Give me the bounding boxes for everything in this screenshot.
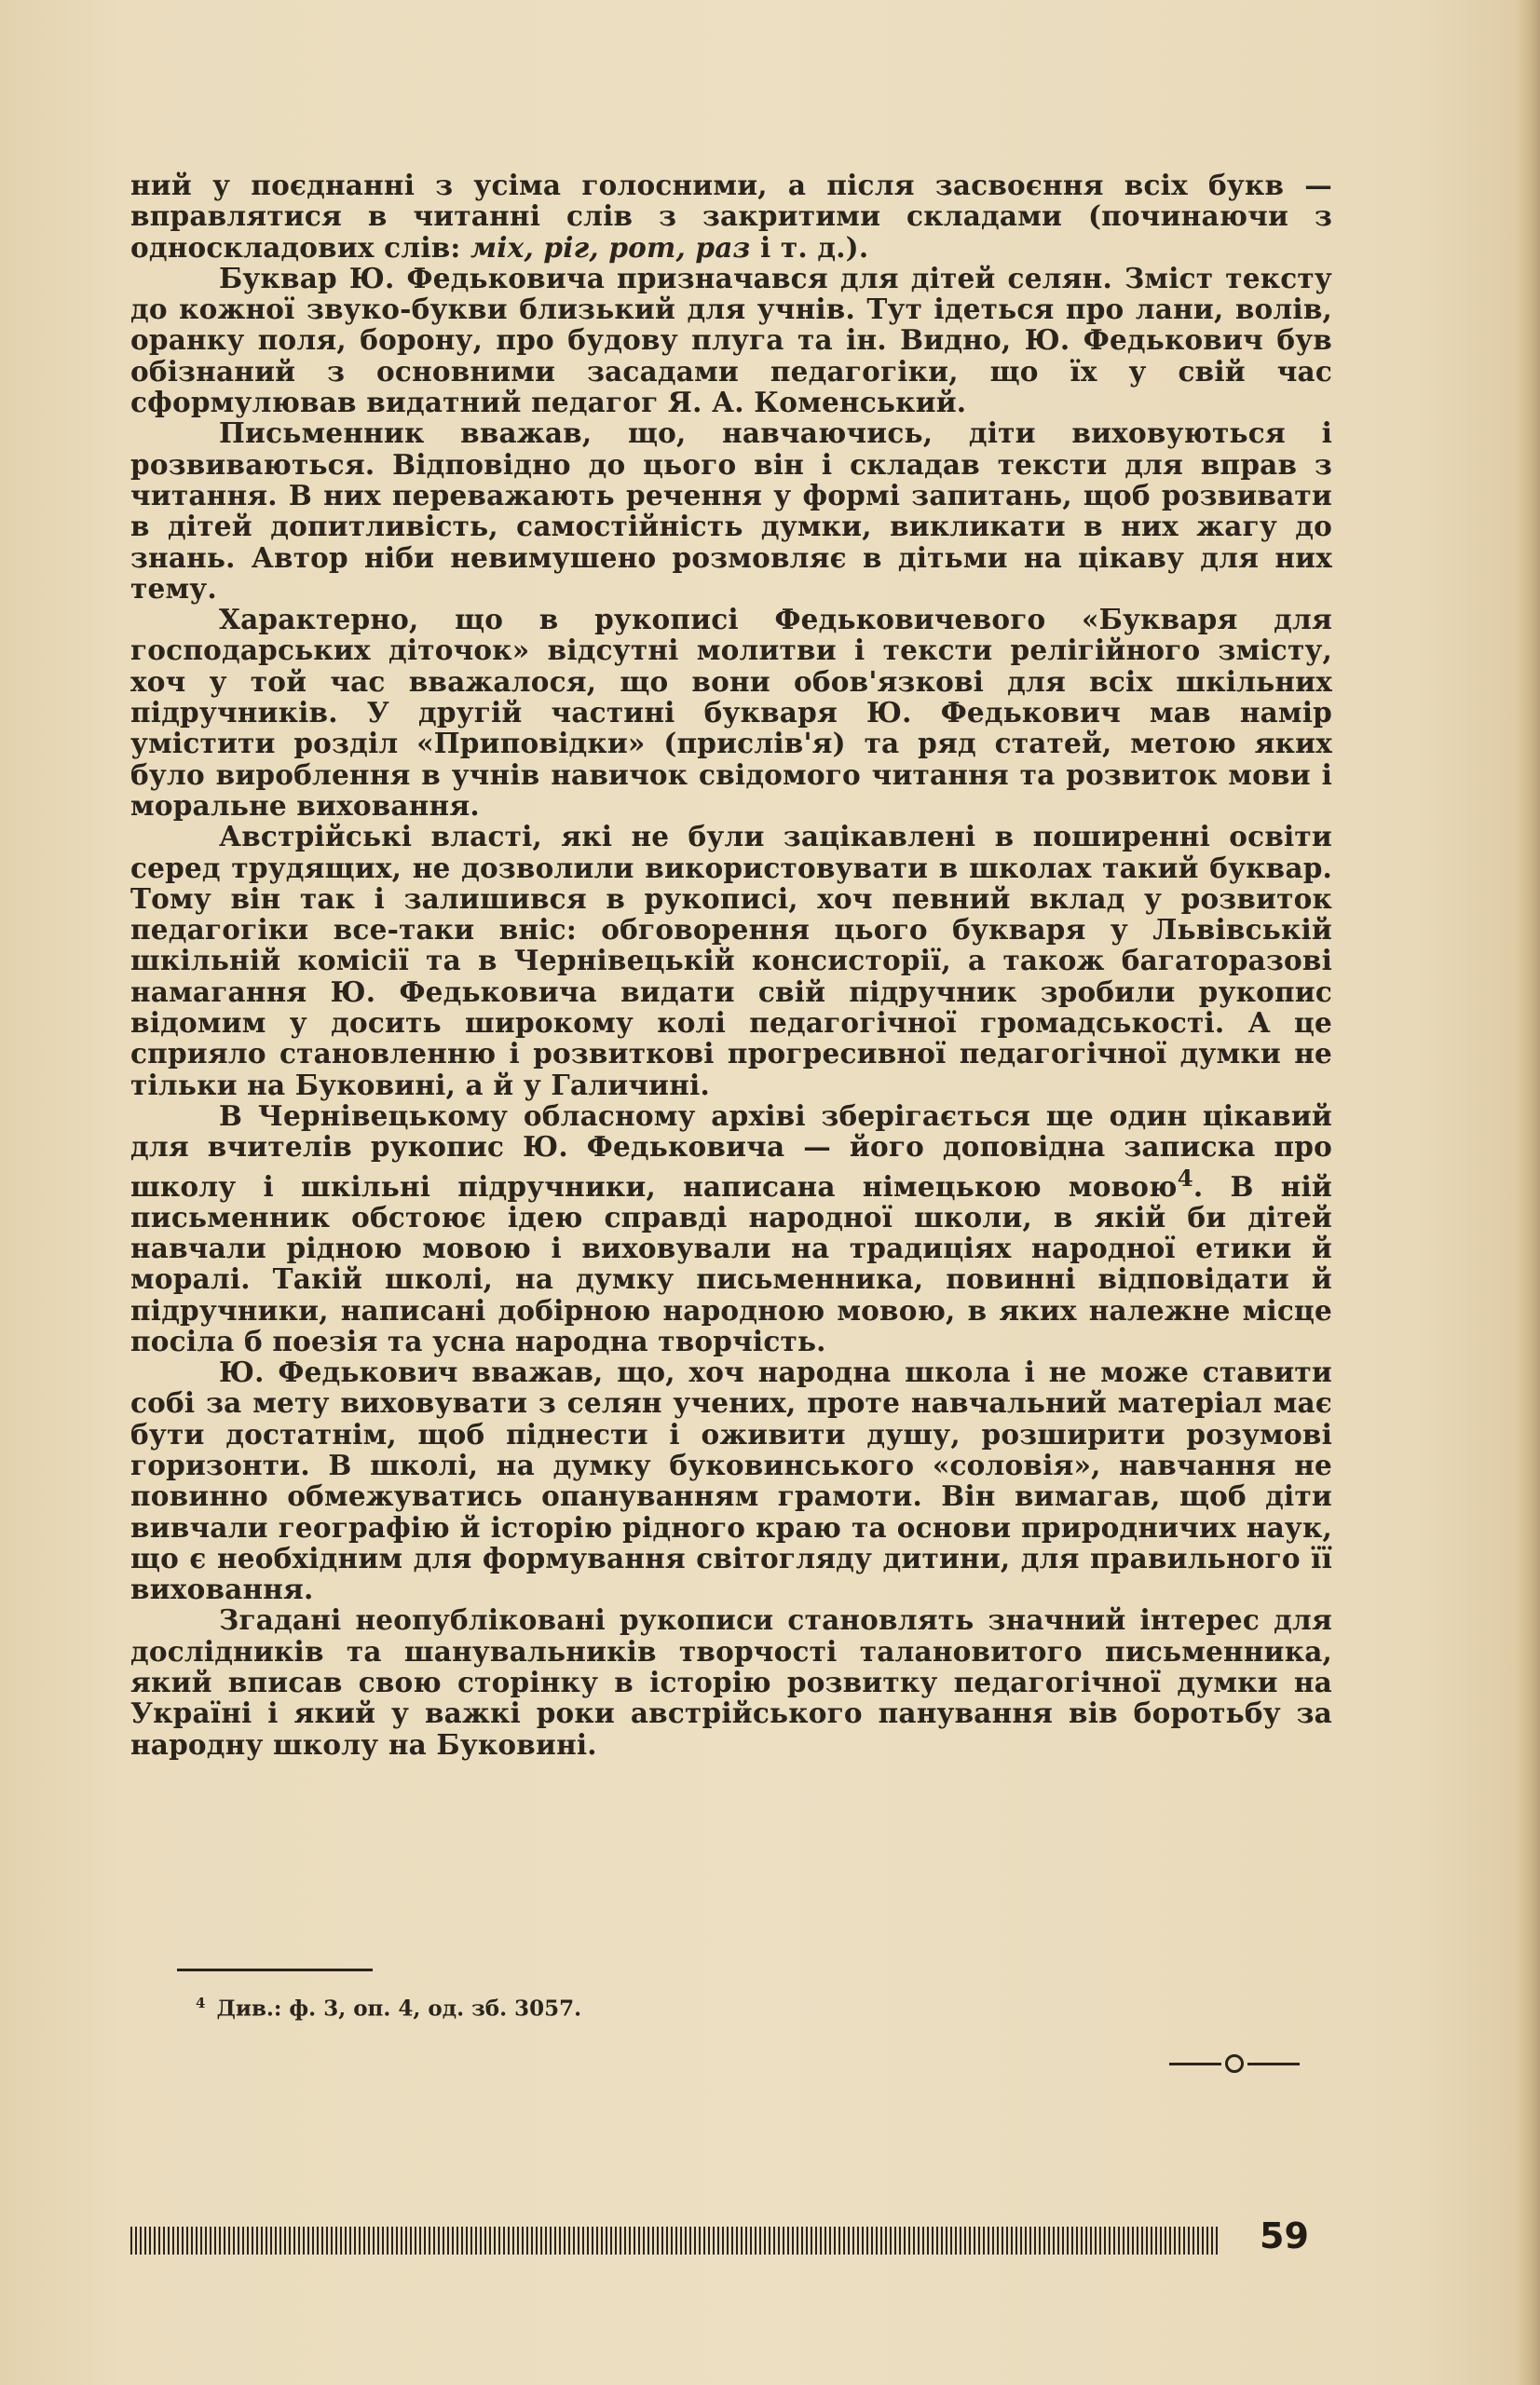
- footnote: [196, 1989, 581, 2024]
- decorative-stripe-bar: [130, 2227, 1219, 2255]
- main-text: [130, 170, 1332, 1760]
- paragraph-1: ний у поєднанні з усіма голосними, а після засвоєння всіх букв — вправлятися в читанні слів з закритими складами (починаючи з односкладових слів: міх, ріг, рот, раз і т. д.).: [130, 169, 1332, 264]
- paragraph-2: Буквар Ю. Федьковича призначався для дітей селян. Зміст тексту до кожної звуко-букви близький для учнів. Тут ідеться про лани, волів, оранку поля, борону, про будову плуга та ін. Видно, Ю. Федькович був обізнаний з основними засадами педагогіки, що їх у свій час сформулював видатний педагог Я. А. Коменський.: [130, 261, 1332, 419]
- footnote-divider: [177, 1969, 373, 1971]
- paragraph-3: Письменник вважав, що, навчаючись, діти виховуються і розвиваються. Відповідно до цього він і складав тексти для вправ з читання. В них переважають речення у формі запитань, щоб розвивати в дітей допитливість, самостійність думки, викликати в них жагу до знань. Автор ніби невимушено розмовляє в дітьми на цікаву для них тему.: [130, 416, 1332, 605]
- footnote-reference[interactable]: 4: [1177, 1164, 1193, 1192]
- page-number: 59: [1260, 2215, 1309, 2256]
- paragraph-8: Згадані неопубліковані рукописи становлять значний інтерес для дослідників та шанувальників творчості талановитого письменника, який вписав свою сторінку в історію розвитку педагогічної думки на Україні і який у важкі роки австрійського панування вів боротьбу за народну школу на Буковині.: [130, 1603, 1332, 1761]
- footnote-marker: 4: [196, 1995, 206, 2011]
- paragraph-4: Характерно, що в рукописі Федьковичевого «Букваря для господарських діточок» відсутні молитви і тексти релігійного змісту, хоч у той час вважалося, що вони обов'язкові для всіх шкільних підручників. У другій частині букваря Ю. Федькович мав намір умістити розділ «Приповідки» (прислів'я) та ряд статей, метою яких було вироблення в учнів навичок свідомого читання та розвиток мови і моральне виховання.: [130, 603, 1332, 822]
- end-ornament-icon: [1169, 2051, 1307, 2078]
- paragraph-6: В Чернівецькому обласному архіві зберігається ще один цікавий для вчителів рукопис Ю. Федьковича — його доповідна записка про школу і шкільні підручники, написана німецькою мовою$^4$. В ній письменник обстоює ідею справді народної школи, в якій би дітей навчали рідною мовою і виховували на традиціях народної етики й моралі. Такій школі, на думку письменника, повинні відповідати й підручники, написані добірною народною мовою, в яких належне місце посіла б поезія та усна народна творчість.: [130, 1098, 1332, 1357]
- example-words: міх, ріг, рот, раз: [470, 230, 751, 264]
- page-edge-shadow: [1516, 0, 1540, 2385]
- paragraph-5: Австрійські власті, які не були зацікавлені в поширенні освіти серед трудящих, не дозволили використовувати в школах такий буквар. Тому він так і залишився в рукописі, хоч певний вклад у розвиток педагогіки все-таки вніс: обговорення цього букваря у Львівській шкільній комісії та в Чернівецькій консисторії, а також багаторазові намагання Ю. Федьковича видати свій підручник зробили рукопис відомим у досить широкому колі педагогічної громадськості. А це сприяло становленню і розвиткові прогресивної педагогічної думки не тільки на Буковині, а й у Галичині.: [130, 820, 1332, 1101]
- paragraph-7: Ю. Федькович вважав, що, хоч народна школа і не може ставити собі за мету виховувати з селян учених, проте навчальний матеріал має бути достатнім, щоб піднести і оживити душу, розширити розумові горизонти. В школі, на думку буковинського «соловія», навчання не повинно обмежуватись опануванням грамоти. Він вимагав, щоб діти вивчали географію й історію рідного краю та основи природничих наук, що є необхідним для формування світогляду дитини, для правильного її виховання.: [130, 1356, 1332, 1606]
- footnote-text: Див.: ф. 3, оп. 4, од. зб. 3057.: [216, 1996, 582, 2022]
